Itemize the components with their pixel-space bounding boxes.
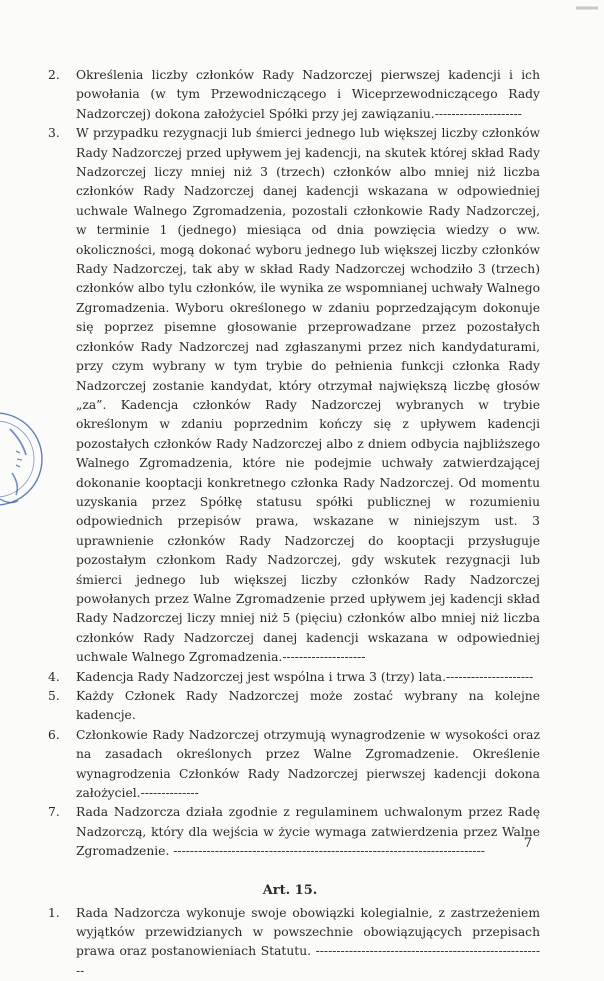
numbered-paragraph xyxy=(40,904,540,981)
paragraph-number: 3. xyxy=(48,126,60,141)
page-number: 7 xyxy=(523,836,532,851)
article-paragraph-list xyxy=(40,904,540,981)
paragraph-number: 2. xyxy=(48,68,60,82)
paragraph-text: Każdy Członek Rady Nadzorczej może zostać wybrany na kolejne kadencje. xyxy=(76,689,540,723)
numbered-paragraph xyxy=(40,66,540,124)
numbered-paragraph xyxy=(40,803,540,861)
article-heading: Art. 15. xyxy=(262,882,318,898)
scan-artifact xyxy=(576,4,598,12)
document-body xyxy=(40,66,540,981)
numbered-paragraph xyxy=(40,726,540,804)
numbered-paragraph xyxy=(40,124,540,667)
paragraph-number: 4. xyxy=(48,669,60,684)
paragraph-text: W przypadku rezygnacji lub śmierci jednego lub większej liczby członków Rady Nadzorczej przed upływem jej kadencji, na skutek której skład Rady Nadzorczej liczy mniej niż 3 (trzech) członków albo mniej niż liczba członków Rady Nadzorczej danej kadencji wskazana w odpowiedniej uchwale Walnego Zgromadzenia, pozostali członkowie Rady Nadzorczej, w terminie 1 (jednego) miesiąca od dnia powzięcia wiedzy o ww. okoliczności, mogą dokonać wyboru jednego lub większej liczby członków Rady Nadzorczej, tak aby w skład Rady Nadzorczej wchodziło 3 (trzech) członków albo tylu członków, ile wynika ze wspomnianej uchwały Walnego Zgromadzenia. Wyboru określonego w zdaniu poprzedzającym dokonuje się poprzez pisemne głosowanie przeprowadzane przez pozostałych członków Rady Nadzorczej nad zgłaszanymi przez nich kandydaturami, przy czym wybrany w tym trybie do pełnienia funkcji członka Rady Nadzorczej zostanie kandydat, który otrzymał największą liczbę głosów „za”. Kadencja członków Rady Nadzorczej wybranych w trybie określonym w zdaniu poprzednim kończy się z upływem kadencji pozostałych członków Rady Nadzorczej albo z dniem odbycia najbliższego Walnego Zgromadzenia, które nie podejmie uchwały zatwierdzającej dokonanie kooptacji konkretnego członka Rady Nadzorczej. Od momentu uzyskania przez Spółkę statusu spółki publicznej w rozumieniu odpowiednich przepisów prawa, wskazane w niniejszym ust. 3 uprawnienie członków Rady Nadzorczej do kooptacji przysługuje pozostałym członkom Rady Nadzorczej, gdy wskutek rezygnacji lub śmierci jednego lub większej liczby członków Rady Nadzorczej powołanych przez Walne Zgromadzenie przed upływem jej kadencji skład Rady Nadzorczej liczy mniej niż 5 (pięciu) członków albo mniej niż liczba członków Rady Nadzorczej danej kadencji wskazana w odpowiedniej uchwale Walnego Zgromadzenia.-------------------- xyxy=(76,126,540,665)
paragraph-number: 6. xyxy=(48,727,60,742)
paragraph-number: 7. xyxy=(48,805,60,820)
paragraph-text: Kadencja Rady Nadzorczej jest wspólna i trwa 3 (trzy) lata.--------------------- xyxy=(76,669,534,684)
paragraph-text: Rada Nadzorcza wykonuje swoje obowiązki kolegialnie, z zastrzeżeniem wyjątków przewidzianych w powszechnie obowiązujących przepisach prawa oraz postanowieniach Statutu. -------------------------------------------------------- xyxy=(76,905,540,978)
numbered-paragraph xyxy=(40,668,540,687)
paragraph-number: 5. xyxy=(48,689,60,703)
paragraph-text: Określenia liczby członków Rady Nadzorczej pierwszej kadencji i ich powołania (w tym Przewodniczącego i Wiceprzewodniczącego Rady Nadzorczej) dokona założyciel Spółki przy jej zawiązaniu.--------------------- xyxy=(76,68,540,121)
paragraph-number: 1. xyxy=(48,905,60,920)
numbered-paragraph xyxy=(40,687,540,726)
paragraph-list xyxy=(40,66,540,862)
paragraph-text: Członkowie Rady Nadzorczej otrzymują wynagrodzenie w wysokości oraz na zasadach określonych przez Walne Zgromadzenie. Określenie wynagrodzenia Członków Rady Nadzorczej pierwszej kadencji dokona założyciel.-------------- xyxy=(76,727,540,801)
paragraph-text: Rada Nadzorcza działa zgodnie z regulaminem uchwalonym przez Radę Nadzorczą, który dla wejścia w życie wymaga zatwierdzenia przez Walne Zgromadzenie. --------------------------------------------------------------------------- xyxy=(76,805,540,859)
